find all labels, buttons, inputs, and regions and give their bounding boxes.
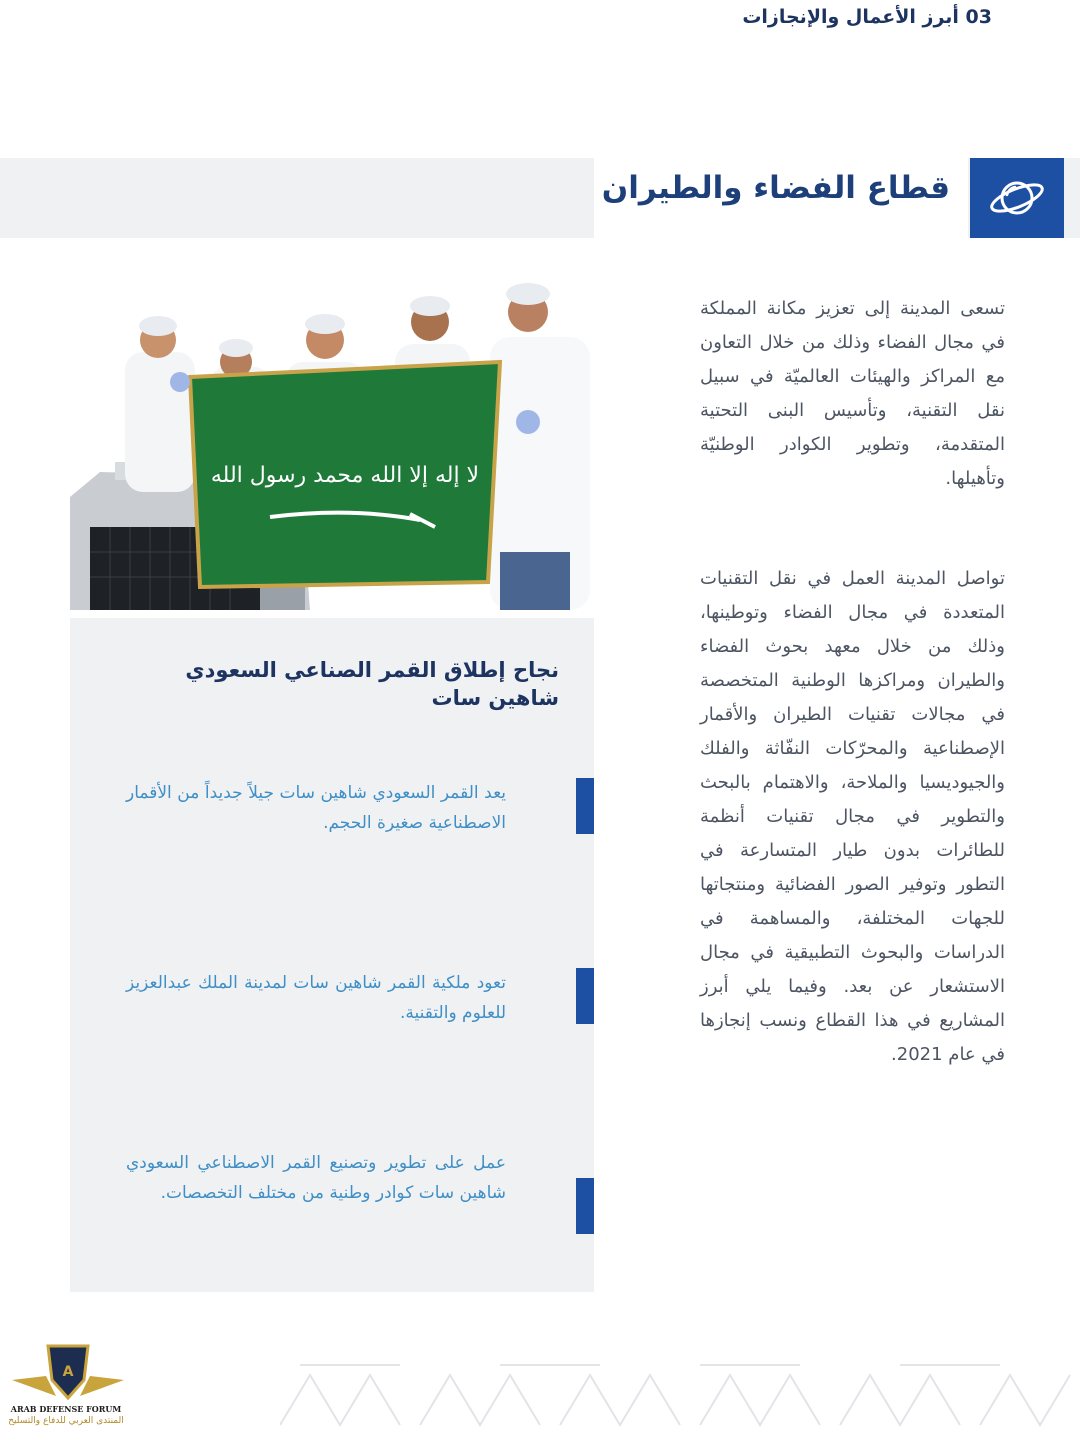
team-photo bbox=[70, 282, 594, 610]
bullet-marker bbox=[576, 1178, 594, 1234]
bullet-marker bbox=[576, 968, 594, 1024]
section-title: قطاع الفضاء والطيران bbox=[601, 170, 950, 206]
bullet-text: تعود ملكية القمر شاهين سات لمدينة الملك عبدالعزيز للعلوم والتقنية. bbox=[126, 973, 506, 1023]
intro-paragraph: تسعى المدينة إلى تعزيز مكانة المملكة في مجال الفضاء وذلك من خلال التعاون مع المراكز والهيئات العالميّة في سبيل نقل التقنية، وتأسيس البنى التحتية المتقدمة، وتطوير الكوادر الوطنيّة وتأهيلها. bbox=[700, 298, 1005, 489]
flag-text: لا إله إلا الله محمد رسول الله bbox=[210, 463, 480, 488]
details-paragraph: تواصل المدينة العمل في نقل التقنيات المتعددة في مجال الفضاء وتوطينها، وذلك من خلال معهد بحوث الفضاء والطيران ومراكزها الوطنية المتخصصة في مجالات تقنيات الطيران والأقمار الإصطناعية والمحرّكات النفّاثة والفلك والجيوديسيا والملاحة، والاهتمام بالبحث والتطوير في مجال تقنيات أنظمة للطائرات بدون طيار المتسارعة في التطور وتوفير الصور الفضائية ومنتجاتها للجهات المختلفة، والمساهمة في الدراسات والبحوث التطبيقية في مجال الاستشعار عن بعد. وفيما يلي أبرز المشاريع في هذا القطاع ونسب إنجازها في عام 2021. bbox=[700, 568, 1005, 1065]
card-title: نجاح إطلاق القمر الصناعي السعودي شاهين سات bbox=[185, 658, 559, 710]
bullet-text: عمل على تطوير وتصنيع القمر الاصطناعي السعودي شاهين سات كوادر وطنية من مختلف التخصصات. bbox=[126, 1153, 506, 1203]
chapter-header: 03 أبرز الأعمال والإنجازات bbox=[742, 6, 992, 28]
planet-icon bbox=[985, 173, 1049, 223]
decorative-pattern bbox=[280, 1355, 1080, 1433]
satellite-card bbox=[70, 618, 594, 1292]
logo-arabic: المنتدى العربي للدفاع والتسليح bbox=[8, 1416, 124, 1426]
section-icon-box bbox=[970, 158, 1064, 238]
bullet-marker bbox=[576, 778, 594, 834]
bullet-text: يعد القمر السعودي شاهين سات جيلاً جديداً من الأقمار الاصطناعية صغيرة الحجم. bbox=[126, 783, 506, 833]
svg-text:A: A bbox=[62, 1364, 74, 1380]
logo-english: ARAB DEFENSE FORUM bbox=[10, 1404, 122, 1414]
title-band-left bbox=[0, 158, 594, 238]
